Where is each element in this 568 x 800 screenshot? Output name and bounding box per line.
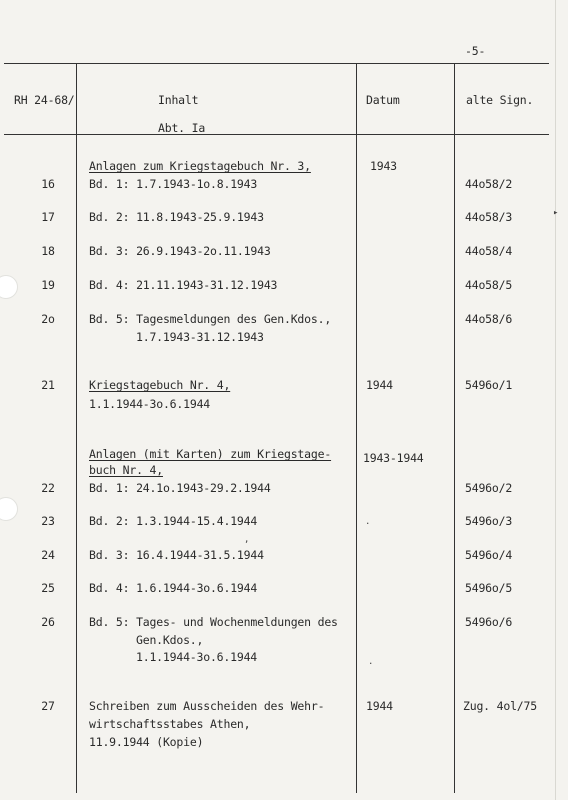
stray-mark: ▸	[553, 208, 559, 218]
row-number: 2o	[41, 312, 55, 326]
row-date: 1944	[366, 378, 393, 392]
stray-mark: .	[368, 657, 374, 667]
row-content-cont: 1.7.1943-31.12.1943	[136, 330, 264, 344]
stray-mark: ,	[244, 535, 250, 545]
group-title-cont: buch Nr. 4,	[89, 463, 163, 477]
row-number: 22	[41, 481, 55, 495]
punch-hole-lower	[0, 497, 18, 521]
stray-mark: .	[365, 517, 371, 527]
row-number: 17	[41, 210, 55, 224]
row-number: 26	[41, 615, 55, 629]
row-content: Bd. 3: 16.4.1944-31.5.1944	[89, 548, 264, 562]
row-old-sign: 5496o/1	[465, 378, 513, 392]
row-content-cont: 1.1.1944-3o.6.1944	[89, 397, 211, 411]
row-old-sign: 44o58/5	[465, 278, 513, 292]
row-old-sign: 44o58/6	[465, 312, 513, 326]
group-title: Anlagen zum Kriegstagebuch Nr. 3,	[89, 159, 311, 173]
row-content-cont: Gen.Kdos.,	[136, 633, 204, 647]
punch-hole-upper	[0, 275, 18, 299]
group-title: Anlagen (mit Karten) zum Kriegstage-	[89, 447, 332, 461]
header-date: Datum	[366, 93, 400, 107]
row-date: 1944	[366, 699, 393, 713]
row-content-cont: wirtschaftsstabes Athen,	[89, 717, 251, 731]
row-content: Schreiben zum Ausscheiden des Wehr-	[89, 699, 325, 713]
row-content: Bd. 5: Tagesmeldungen des Gen.Kdos.,	[89, 312, 332, 326]
row-content: Bd. 3: 26.9.1943-2o.11.1943	[89, 244, 271, 258]
column-rule-3	[454, 63, 455, 793]
row-old-sign: Zug. 4ol/75	[463, 699, 537, 713]
row-content: Bd. 2: 11.8.1943-25.9.1943	[89, 210, 264, 224]
row-date: 1943-1944	[363, 451, 424, 465]
header-content-sub: Abt. Ia	[158, 121, 206, 135]
row-old-sign: 44o58/4	[465, 244, 513, 258]
paper-edge	[553, 0, 559, 800]
row-content: Bd. 2: 1.3.1944-15.4.1944	[89, 514, 258, 528]
row-old-sign: 5496o/2	[465, 481, 513, 495]
row-old-sign: 44o58/2	[465, 177, 513, 191]
column-rule-2	[356, 63, 357, 793]
header-bottom-rule	[4, 134, 549, 135]
row-content: Bd. 5: Tages- und Wochenmeldungen des	[89, 615, 338, 629]
row-content: Bd. 4: 21.11.1943-31.12.1943	[89, 278, 278, 292]
header-signature: RH 24-68/	[14, 93, 75, 107]
row-content-cont: 1.1.1944-3o.6.1944	[136, 650, 258, 664]
row-old-sign: 5496o/4	[465, 548, 513, 562]
row-number: 21	[41, 378, 55, 392]
page-number: -5-	[465, 44, 486, 58]
row-old-sign: 5496o/3	[465, 514, 513, 528]
row-number: 19	[41, 278, 55, 292]
header-old-sign: alte Sign.	[466, 93, 534, 107]
row-number: 27	[41, 699, 55, 713]
header-content: Inhalt	[158, 93, 199, 107]
row-date: 1943	[370, 159, 397, 173]
row-content: Bd. 1: 24.1o.1943-29.2.1944	[89, 481, 271, 495]
row-number: 23	[41, 514, 55, 528]
row-number: 18	[41, 244, 55, 258]
column-rule-1	[76, 63, 77, 793]
row-old-sign: 5496o/6	[465, 615, 513, 629]
row-number: 25	[41, 581, 55, 595]
row-content: Bd. 1: 1.7.1943-1o.8.1943	[89, 177, 258, 191]
row-number: 24	[41, 548, 55, 562]
row-number: 16	[41, 177, 55, 191]
row-old-sign: 5496o/5	[465, 581, 513, 595]
table-top-rule	[4, 63, 549, 64]
row-old-sign: 44o58/3	[465, 210, 513, 224]
row-content: Bd. 4: 1.6.1944-3o.6.1944	[89, 581, 258, 595]
row-content-cont: 11.9.1944 (Kopie)	[89, 735, 204, 749]
row-content: Kriegstagebuch Nr. 4,	[89, 378, 231, 392]
